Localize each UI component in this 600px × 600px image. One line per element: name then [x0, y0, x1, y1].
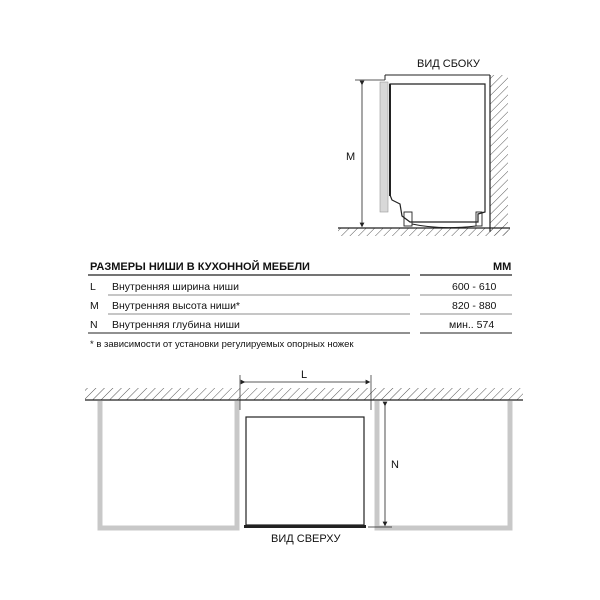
- top-wall-hatch: [85, 388, 523, 400]
- table-header-unit: ММ: [493, 261, 512, 273]
- row-label: Внутренняя высота ниши*: [112, 300, 241, 312]
- niche-table: [88, 260, 512, 350]
- m-dim-label: M: [346, 151, 356, 163]
- top-view: [85, 369, 523, 545]
- row-key: N: [90, 319, 98, 331]
- n-dim-label: N: [391, 459, 399, 471]
- row-label: Внутренняя ширина ниши: [112, 281, 239, 293]
- l-dim-label: L: [301, 369, 308, 381]
- table-footnote: * в зависимости от установки регулируемых опорных ножек: [90, 339, 354, 350]
- row-value: 600 - 610: [452, 281, 497, 293]
- cabinet-side-panel: [380, 82, 388, 212]
- left-cabinet: [100, 401, 237, 528]
- row-value: 820 - 880: [452, 300, 497, 312]
- floor-hatch: [338, 228, 510, 236]
- plinth: [412, 224, 476, 228]
- row-key: M: [90, 300, 99, 312]
- wall-hatch: [490, 75, 508, 235]
- top-view-title: ВИД СВЕРХУ: [271, 533, 341, 545]
- table-header-title: РАЗМЕРЫ НИШИ В КУХОННОЙ МЕБЕЛИ: [90, 261, 310, 273]
- row-label: Внутренняя глубина ниши: [112, 319, 240, 331]
- row-value: мин.. 574: [449, 319, 495, 331]
- appliance-side-body: [390, 84, 485, 222]
- side-view-title: ВИД СБОКУ: [417, 58, 480, 70]
- row-key: L: [90, 281, 96, 293]
- appliance-top: [246, 417, 364, 525]
- appliance-door-top: [244, 525, 366, 528]
- side-view: [338, 58, 510, 236]
